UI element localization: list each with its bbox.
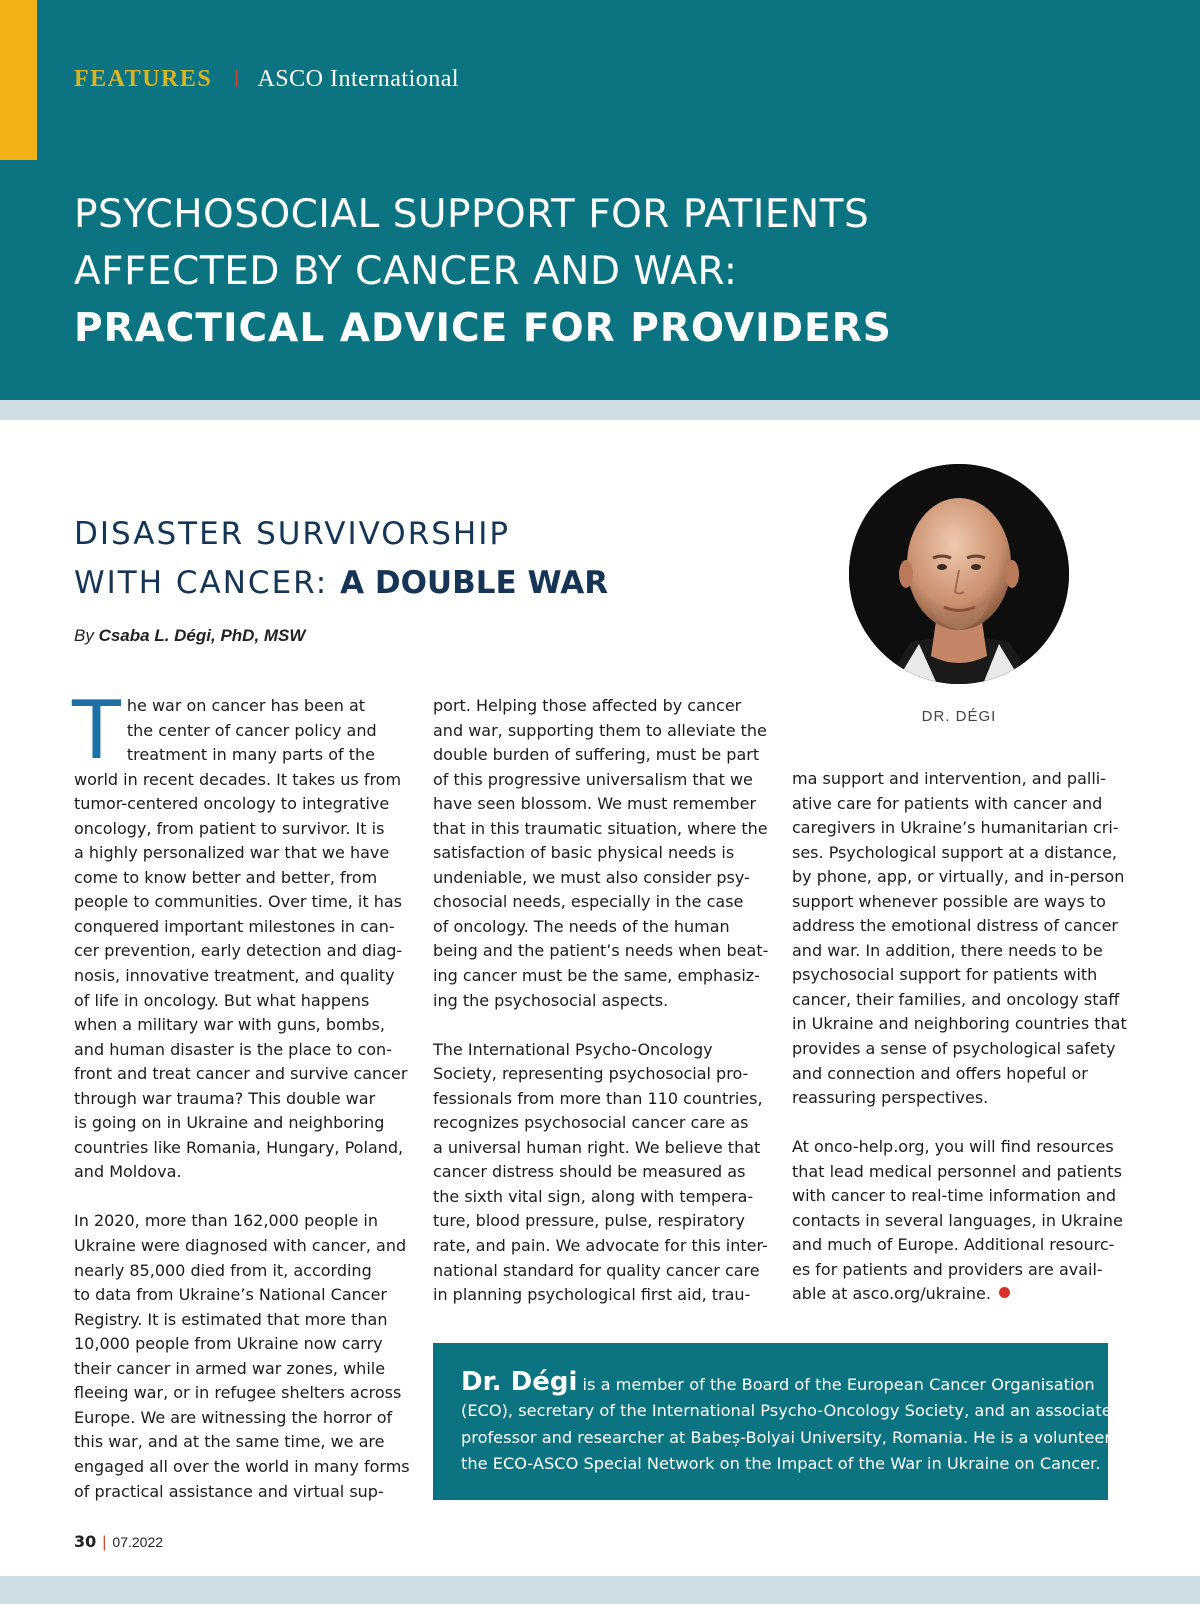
accent-bar [0, 0, 37, 160]
title-bold-line: PRACTICAL ADVICE FOR PROVIDERS [74, 306, 892, 351]
article-column-1 [72, 684, 410, 1504]
header-divider-band [0, 400, 1200, 420]
paragraph: In 2020, more than 162,000 people in Ukraine were diagnosed with cancer, and nearly 85,000 died from it, according to data from Ukraine’s National Cancer Registry. It is estimated that more than 10,000 people from Ukraine now carry their cancer in armed war zones, while fleeing war, or in refugee shelters across Europe. We are witnessing the horror of this war, and at the same time, we are engaged all over the world in many forms of practical assistance and virtual sup- [74, 1211, 410, 1501]
issue-date: 07.2022 [112, 1534, 164, 1550]
subhead-light: WITH CANCER: [74, 565, 329, 601]
subsection-name: ASCO International [257, 66, 460, 92]
paragraph: ma support and intervention, and palli- ative care for patients with cancer and caregivers in Ukraine’s humanitarian cri- ses. Psychological support at a distance, by phone, app, or virtually, and in-person support whenever possible are ways to address the emotional distress of cancer and war. In addition, there needs to be psychosocial support for patients with cancer, their families, and oncology staff in Ukraine and neighboring countries that provides a sense of psychological safety and connection and offers hopeful or reassuring perspectives. [792, 769, 1127, 1108]
article-subhead [74, 510, 608, 608]
bio-text [461, 1367, 1095, 1398]
paragraph: The International Psycho-Oncology Society, representing psychosocial pro- fessionals from more than 110 countries, recognizes psychosocial cancer care as a universal human right. We believe that cancer distress should be measured as the sixth vital sign, along with tempera- ture, blood pressure, pulse, respiratory rate, and pain. We advocate for this inter- national standard for quality cancer care in planning psychological first aid, trau- [433, 1039, 768, 1305]
bio-name: Dr. Dégi [461, 1367, 578, 1397]
author-portrait [849, 464, 1069, 684]
portrait-caption: DR. DÉGI [921, 708, 997, 725]
section-label [74, 66, 459, 93]
closing-text: At onco-help.org, you will find resources that lead medical personnel and patients with cancer to real-time information and contacts in several languages, in Ukraine and much of Europe. Additional resourc- es for patients and providers are avail- able at asco.org/ukraine. [792, 1137, 1123, 1304]
author-bio-box [433, 1343, 1137, 1500]
footer-separator: | [102, 1534, 107, 1551]
paragraph [792, 1135, 1128, 1307]
title-line-1: PSYCHOSOCIAL SUPPORT FOR PATIENTS [74, 192, 870, 237]
byline-author: Csaba L. Dégi, PhD, MSW [98, 626, 306, 645]
article-column-3 [792, 767, 1128, 1307]
title-line-2: AFFECTED BY CANCER AND WAR: [74, 249, 738, 294]
bio-line-1: is a member of the Board of the European Cancer Organisation [577, 1375, 1095, 1394]
subhead-bold: A DOUBLE WAR [340, 565, 609, 601]
page-footer [74, 1532, 163, 1552]
end-mark-icon [999, 1287, 1010, 1298]
bio-text-rest: (ECO), secretary of the International Psycho-Oncology Society, and an associate professor and researcher at Babeș-Bolyai University, Romania. He is a volunteer on the ECO-ASCO Special Network on the Impact of the War in Ukraine on Cancer. [461, 1401, 1137, 1474]
subhead-line-2 [74, 559, 608, 608]
byline-by: By [74, 626, 94, 645]
portrait-illustration [849, 464, 1069, 684]
footer-band [0, 1576, 1200, 1604]
section-separator: | [234, 67, 240, 87]
section-name: FEATURES [74, 66, 213, 92]
article-column-2 [433, 694, 769, 1308]
paragraph: he war on cancer has been at the center of cancer policy and treatment in many parts of the world in recent decades. It takes us from tumor-centered oncology to integrative oncology, from patient to survivor. It is a highly personalized war that we have come to know better and better, from people to communities. Over time, it has conquered important milestones in can- cer prevention, early detection and diag- nosis, innovative treatment, and quality of life in oncology. But what happens when a military war with guns, bombs, and human disaster is the place to con- front and treat cancer and survive cancer through war trauma? This double war is going on in Ukraine and neighboring countries like Romania, Hungary, Poland, and Moldova. [74, 696, 408, 1182]
page-number: 30 [74, 1532, 97, 1551]
subhead-line-1: DISASTER SURVIVORSHIP [74, 516, 511, 552]
header-banner [0, 0, 1200, 400]
byline [74, 626, 305, 646]
paragraph: port. Helping those affected by cancer and war, supporting them to alleviate the double burden of suffering, must be part of this progressive universalism that we have seen blossom. We must remember that in this traumatic situation, where the satisfaction of basic physical needs is undeniable, we must also consider psy- chosocial needs, especially in the case of oncology. The needs of the human being and the patient’s needs when beat- ing cancer must be the same, emphasiz- ing the psychosocial aspects. [433, 696, 769, 1010]
drop-cap: T [72, 684, 121, 777]
page-title [74, 186, 1154, 357]
